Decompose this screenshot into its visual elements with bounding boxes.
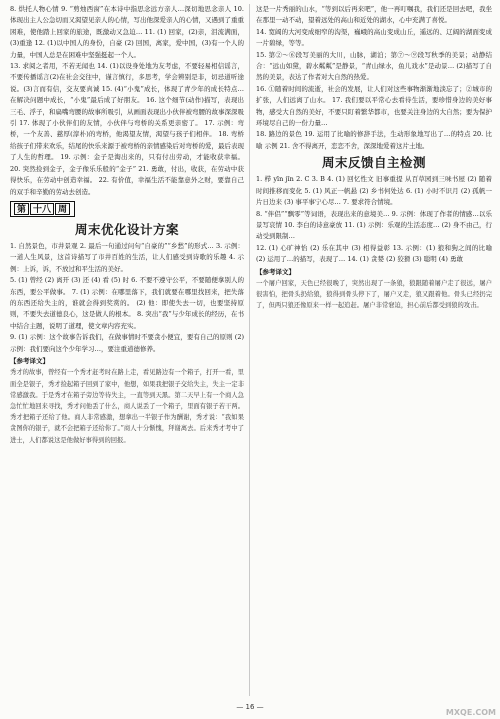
reference-translation-text-right: 一个屠户回家，天色已经很晚了，突然出现了一条狼，狼跟随着屠户走了很远，屠户很害怕，把骨头扔给狼，狼得到骨头停下了，屠户又走，狼又跟着他。骨头已经扔完了，但两只狼还像原来一样一起追赶。屠户非常窘迫，担心前后都受到狼的攻击。 <box>256 279 492 310</box>
design-paragraph-2: 5. (1) 曾经 (2) 离开 (3) 还 (4) 看 (5) 时 6. 不要不遵守公平，不要随便拿别人的东西，要公平做事。 7. (1) 示例：在哪里落下，我们就要在哪里找回来，把失落的东西还给失主的，谁就会得到奖赏的。 (2) 他：即使失去一切，也要坚持原则，不要失去道德良心，这是做人的根本。 8. 突出“我”与少年成长的经历，在书中结合主题，说明了道理，使文章内容充实。 <box>10 276 244 330</box>
answer-paragraph-r2: 14. 宽阔的大河变成细窄的沟渠，巍峨的高山变成山丘，遥远的、辽阔的湖面变成一片碧绿，等等。 <box>256 27 492 48</box>
week-badge-suffix: 周 <box>55 203 70 215</box>
feedback-heading: 周末反馈自主检测 <box>321 156 426 171</box>
answer-paragraph-r4: 16. ①随着时间的流逝，社会的发展，让人们对这些事物渐渐地淡忘了；②城市的扩张，人们远离了山水。 17. 我们要以平常心去看待生活，要珍惜身边的美好事物，感受大自然的美好，不要只盯着繁华都市，也要关注身边的大自然；要为保护环境尽自己的一份力量… <box>256 84 492 128</box>
answer-paragraph-1: 8. 烘托人物心情 9. “剪烛西窗”在本诗中指思念远方亲人…深切地思念亲人 10. 体现出主人公急切而又渴望见亲人的心情，写出他深爱亲人的心情，又遇到了重重困难，使他踏上回家的旅途，既激动又急迫… 11. (1) 回家，(2)亲，泪流满面，(3)重逢 12. (1)以中国人的身份，自豪 (2) 回国，离家，爱中国，(3)有一个人的力量，中国人总是在困难中坚强挺起一个人。 <box>10 5 244 59</box>
design-paragraph-1: 1. 自然景色，市井景观 2. 最后一句通过问句“自豪的”“乡愁”的形式… 3. 示例：一道人生风景，这首诗描写了市井百姓的生活，让人们感受到诗歌的乐趣 4. 示例：上诉，诉，不放过和平生活的美好。 <box>10 241 244 273</box>
left-column <box>10 4 244 446</box>
feedback-paragraph-3: 12. (1) 心旷神怡 (2) 乐在其中 (3) 相得益彰 13. 示例：(1) 狼和狗之间的比喻 (2) 运用了…的描写，表现了… 14. (1) 贪婪 (2) 狡猾 (3) 聪明 (4) 勇敢 <box>256 243 492 264</box>
week-badge-prefix: 第 <box>14 203 29 215</box>
column-divider <box>249 4 250 696</box>
page-number: — 16 — <box>236 703 264 711</box>
week-badge <box>10 201 75 217</box>
design-heading: 周末优化设计方案 <box>74 222 179 237</box>
answer-paragraph-r1: 这是一片秀丽的山水，“等到以后再来吧”，他一再叮嘱我，我们还是回去吧，我坐在那里一动不动，望着远处的高山和近处的湖水，心中充满了喜悦。 <box>256 5 492 25</box>
design-paragraph-3: 9. (1) 示例：这个故事告诉我们，在做事情时不要贪小便宜，要有自己的原则 (2) 示例：我们要向这个少年学习…，要注重道德修养。 <box>10 333 244 353</box>
reference-translation-text: 秀才的故事，曾经有一个秀才赶考时在路上走，看见路边有一个箱子，打开一看，里面全是银子，秀才捡起箱子回到了家中，他想，如果我把银子交给失主，失主一定非常感激我。于是秀才在箱子旁边等待失主，一直等到天黑。第二天早上有一个商人急急忙忙地回来寻找，秀才问他丢了什么，商人说丢了一个箱子，里面有银子若干两。秀才把箱子还给了他。商人非常感激，想拿出一半银子作为酬谢，秀才说：“我如果贪图你的银子，就不会把箱子还给你了。”商人十分惭愧，拜谢离去。后来秀才考中了进士，人们都说这是他做好事得到的回报。 <box>10 369 244 444</box>
answer-paragraph-r3: 15. 第②～⑥段写美丽的大川，山脉，湖泊；第⑦～⑨段写秋季的美景；动静结合：“远山如黛，碧水粼粼”是静景，“青山绿水，鱼儿戏水”是动景… (2)描写了自然的美景，表达了作者对大自然的热爱。 <box>256 50 492 82</box>
right-column <box>256 4 492 312</box>
answer-paragraph-r5: 18. 路边的景色 19. 运用了比喻的修辞手法，生动形象地写出了…的特点 20. 比喻 示例 21. 舍不得离开，恋恋不舍，深深地爱着这片土地。 <box>256 130 492 150</box>
week-badge-number: 十八 <box>30 203 54 215</box>
reference-translation-title: 【参考译文】 <box>10 356 49 365</box>
reference-translation-title-right: 【参考译文】 <box>256 267 295 276</box>
feedback-paragraph-1: 1. 栉 yīn jīn 2. C 3. B 4. (1) 回忆性文 旧事重提 从百草园到三味书屋 (2) 随着时间推移而变化 5. (1) 风正一帆悬 (2) 乡书何处达 6. (1) 小时不识月 (2) 孤帆一片日边来 (3) 事平事宁心尽… 7. 要求符合情境。 <box>256 175 492 207</box>
feedback-paragraph-2: 8. “伴侣”“飘零”等词语，表现出来的意境美… 9. 示例：体现了作者的情感…以乐景写哀情 10. 李白的诗意豪放 11. (1) 示例：乐观的生活态度… (2) 身不由己，行动受到限制… <box>256 209 492 241</box>
watermark-logo: MXQE.COM <box>445 708 496 717</box>
answer-paragraph-2: 13. 求阅之者用，不若无闻也 14. (1)以设身处地为友考虑，不要轻易相信谣言，不要传播谣言(2)在社会交往中，谨言慎行，多思考，学会辨别是非，切忌道听途说。(3)言而有信，交友要真诚 15. (4)“小鬼”成长，体现了青少年的成长特点…在解决问题中成长，“小鬼”最后成了好朋友。 16. 这个细节(动作)描写，表现出三毛、浮子，和扁嘴弯腰的故事所吸引，从画面表现出小伙伴被弯腰的故事深深吸引 17. 体现了小伙伴们的友情，小伙伴与弯桥的关系更亲密了。 17. 示例：弯桥，一个友善、慈厚(淳朴)的弯桥，他渴望友情，渴望与孩子们相伴。 18. 弯桥给孩子们带来欢乐，结尾的快乐来源于被弯桥的亲情感染后对弯桥的爱，最后表现了人生的哲理。 19. 示例：金子是淘出来的，只有付出劳动，才能收获幸福。 20. 突然捡到金子，金子像乐乐般的“金子” 21. 勇敢，付出，收获，在劳动中获得快乐，在劳动中创造幸福。 22. 有价值，幸福生活不能靠意外之财，要靠自己的双手和辛勤的劳动去创造。 <box>10 62 244 196</box>
